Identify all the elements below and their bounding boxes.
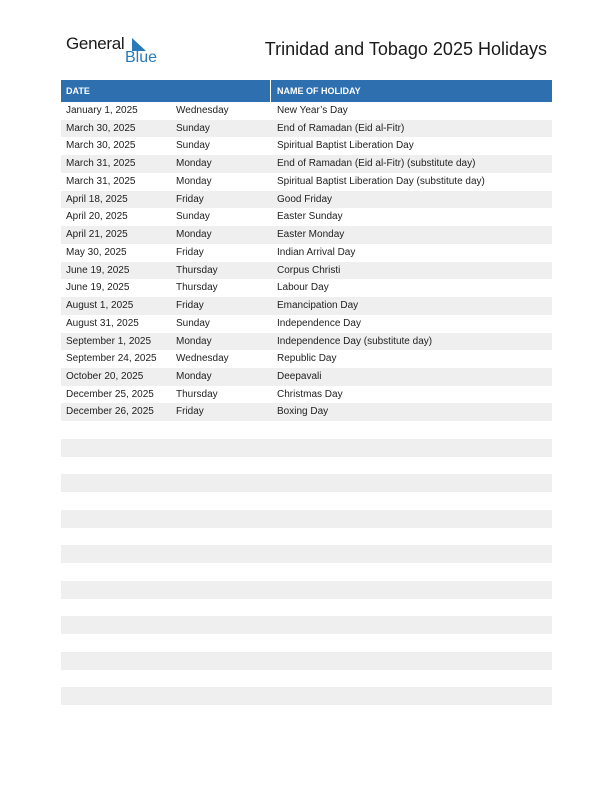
holiday-weekday: Monday: [176, 158, 212, 170]
holiday-name: Spiritual Baptist Liberation Day (substitute day): [277, 175, 485, 187]
table-row: [61, 155, 552, 173]
table-row: [61, 226, 552, 244]
logo-text-general: General: [66, 34, 125, 53]
page-title: Trinidad and Tobago 2025 Holidays: [264, 39, 547, 59]
holiday-date: March 31, 2025: [66, 175, 136, 187]
holiday-name: Easter Monday: [277, 229, 345, 241]
holiday-date: December 26, 2025: [66, 406, 154, 418]
holiday-weekday: Sunday: [176, 317, 210, 329]
holiday-name: Spiritual Baptist Liberation Day: [277, 140, 414, 152]
table-row: [61, 208, 552, 226]
holiday-name: Emancipation Day: [277, 300, 359, 312]
holiday-weekday: Sunday: [176, 122, 210, 134]
holiday-weekday: Thursday: [176, 388, 218, 400]
header-holiday-name: NAME OF HOLIDAY: [277, 86, 361, 96]
table-header: [61, 80, 552, 102]
holidays-table: [61, 80, 552, 723]
holiday-name: Boxing Day: [277, 406, 329, 418]
table-row: [61, 262, 552, 280]
holiday-weekday: Sunday: [176, 140, 210, 152]
empty-row: [61, 670, 552, 688]
empty-row: [61, 652, 552, 670]
holiday-name: Indian Arrival Day: [277, 246, 356, 258]
empty-row: [61, 474, 552, 492]
table-row: [61, 315, 552, 333]
holiday-date: April 21, 2025: [66, 229, 128, 241]
table-row: [61, 368, 552, 386]
empty-row: [61, 421, 552, 439]
holiday-name: Christmas Day: [277, 388, 343, 400]
holiday-weekday: Wednesday: [176, 353, 229, 365]
empty-row: [61, 439, 552, 457]
holiday-name: Good Friday: [277, 193, 333, 205]
table-body: [61, 102, 552, 723]
empty-row: [61, 528, 552, 546]
empty-row: [61, 687, 552, 705]
holiday-date: August 1, 2025: [66, 300, 134, 312]
empty-row: [61, 492, 552, 510]
holiday-weekday: Thursday: [176, 282, 218, 294]
header-divider: [270, 80, 271, 102]
holiday-weekday: Friday: [176, 300, 204, 312]
holiday-date: December 25, 2025: [66, 388, 154, 400]
empty-row: [61, 545, 552, 563]
holiday-name: End of Ramadan (Eid al-Fitr): [277, 122, 405, 134]
table-row: [61, 102, 552, 120]
header-date: DATE: [66, 86, 90, 96]
holiday-date: April 18, 2025: [66, 193, 128, 205]
table-row: [61, 333, 552, 351]
holiday-weekday: Sunday: [176, 211, 210, 223]
table-row: [61, 173, 552, 191]
generalblue-logo: [66, 34, 156, 68]
holiday-weekday: Friday: [176, 193, 204, 205]
holiday-name: Independence Day (substitute day): [277, 335, 433, 347]
holiday-name: Republic Day: [277, 353, 337, 365]
logo-text-blue: Blue: [125, 49, 158, 66]
holiday-name: Independence Day: [277, 317, 361, 329]
table-row: [61, 403, 552, 421]
empty-row: [61, 510, 552, 528]
holiday-date: September 1, 2025: [66, 335, 152, 347]
holiday-date: January 1, 2025: [66, 105, 138, 116]
table-row: [61, 137, 552, 155]
holiday-name: Corpus Christi: [277, 264, 341, 276]
holiday-weekday: Friday: [176, 246, 204, 258]
holiday-date: March 31, 2025: [66, 158, 136, 170]
holiday-weekday: Monday: [176, 229, 212, 241]
holiday-name: Deepavali: [277, 371, 322, 383]
empty-row: [61, 599, 552, 617]
holiday-weekday: Monday: [176, 335, 212, 347]
holiday-date: March 30, 2025: [66, 140, 136, 152]
table-row: [61, 120, 552, 138]
table-row: [61, 350, 552, 368]
empty-row: [61, 581, 552, 599]
empty-row: [61, 634, 552, 652]
holiday-date: June 19, 2025: [66, 282, 130, 294]
holiday-date: April 20, 2025: [66, 211, 128, 223]
holiday-name: Easter Sunday: [277, 211, 343, 223]
holiday-weekday: Wednesday: [176, 105, 229, 116]
holiday-name: End of Ramadan (Eid al-Fitr) (substitute day): [277, 158, 476, 170]
holiday-date: May 30, 2025: [66, 246, 127, 258]
holiday-weekday: Monday: [176, 175, 212, 187]
holiday-weekday: Monday: [176, 371, 212, 383]
holiday-date: October 20, 2025: [66, 371, 144, 383]
holiday-weekday: Thursday: [176, 264, 218, 276]
holiday-date: June 19, 2025: [66, 264, 130, 276]
holiday-date: March 30, 2025: [66, 122, 136, 134]
holiday-date: September 24, 2025: [66, 353, 157, 365]
table-row: [61, 386, 552, 404]
table-row: [61, 244, 552, 262]
table-row: [61, 297, 552, 315]
empty-row: [61, 457, 552, 475]
holiday-date: August 31, 2025: [66, 317, 139, 329]
holiday-name: New Year’s Day: [277, 105, 348, 116]
holiday-name: Labour Day: [277, 282, 329, 294]
table-row: [61, 191, 552, 209]
table-row: [61, 279, 552, 297]
holiday-weekday: Friday: [176, 406, 204, 418]
empty-row: [61, 616, 552, 634]
empty-row: [61, 705, 552, 723]
empty-row: [61, 563, 552, 581]
